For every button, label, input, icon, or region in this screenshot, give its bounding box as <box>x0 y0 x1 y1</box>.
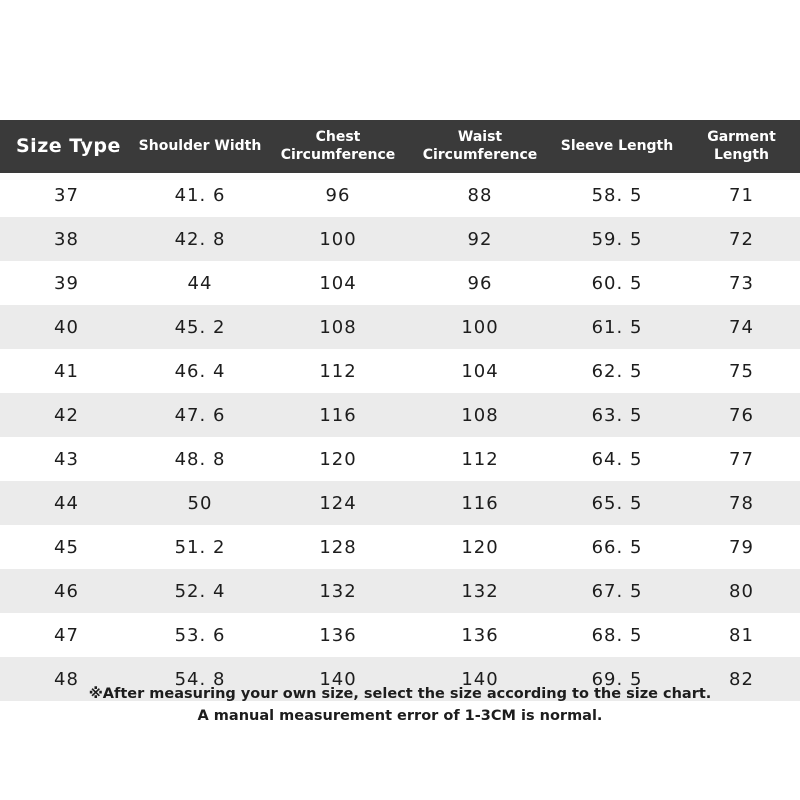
cell-waist-circumference: 116 <box>409 481 551 525</box>
header-cell-shoulder-width: Shoulder Width <box>133 120 267 173</box>
table-row <box>0 261 800 305</box>
table-row <box>0 217 800 261</box>
header-chest-line2: Circumference <box>280 146 396 163</box>
cell-size-type: 40 <box>0 305 133 349</box>
cell-size-type: 44 <box>0 481 133 525</box>
note-line-1: ※After measuring your own size, select the size according to the size chart. <box>88 686 712 702</box>
cell-sleeve-length: 65. 5 <box>551 481 683 525</box>
cell-garment-length: 72 <box>683 217 800 261</box>
header-cell-size-type: Size Type <box>0 120 133 173</box>
cell-chest-circumference: 128 <box>267 525 409 569</box>
cell-waist-circumference: 88 <box>409 173 551 217</box>
cell-chest-circumference: 112 <box>267 349 409 393</box>
table-row <box>0 173 800 217</box>
header-cell-chest-circumference <box>267 120 409 173</box>
cell-sleeve-length: 63. 5 <box>551 393 683 437</box>
cell-waist-circumference: 140 <box>409 657 551 701</box>
header-cell-sleeve-length: Sleeve Length <box>551 120 683 173</box>
cell-chest-circumference: 136 <box>267 613 409 657</box>
header-chest-line1: Chest <box>315 129 361 145</box>
cell-chest-circumference: 100 <box>267 217 409 261</box>
cell-shoulder-width: 44 <box>133 261 267 305</box>
cell-chest-circumference: 96 <box>267 173 409 217</box>
table-row <box>0 437 800 481</box>
header-row <box>0 120 800 173</box>
cell-garment-length: 82 <box>683 657 800 701</box>
cell-shoulder-width: 42. 8 <box>133 217 267 261</box>
note-line-2: A manual measurement error of 1-3CM is normal. <box>197 708 603 725</box>
header-cell-garment-length <box>683 120 800 173</box>
cell-shoulder-width: 53. 6 <box>133 613 267 657</box>
cell-shoulder-width: 46. 4 <box>133 349 267 393</box>
cell-sleeve-length: 67. 5 <box>551 569 683 613</box>
header-waist-line1: Waist <box>457 129 503 145</box>
cell-size-type: 42 <box>0 393 133 437</box>
cell-waist-circumference: 132 <box>409 569 551 613</box>
cell-garment-length: 75 <box>683 349 800 393</box>
cell-garment-length: 80 <box>683 569 800 613</box>
cell-size-type: 38 <box>0 217 133 261</box>
cell-chest-circumference: 116 <box>267 393 409 437</box>
cell-waist-circumference: 136 <box>409 613 551 657</box>
measurement-notes <box>0 683 800 728</box>
cell-chest-circumference: 132 <box>267 569 409 613</box>
table-row <box>0 393 800 437</box>
cell-size-type: 37 <box>0 173 133 217</box>
cell-garment-length: 73 <box>683 261 800 305</box>
cell-chest-circumference: 108 <box>267 305 409 349</box>
cell-sleeve-length: 61. 5 <box>551 305 683 349</box>
cell-shoulder-width: 51. 2 <box>133 525 267 569</box>
cell-size-type: 41 <box>0 349 133 393</box>
cell-shoulder-width: 50 <box>133 481 267 525</box>
cell-shoulder-width: 41. 6 <box>133 173 267 217</box>
header-garment-line1: Garment <box>707 129 776 145</box>
cell-garment-length: 74 <box>683 305 800 349</box>
cell-size-type: 39 <box>0 261 133 305</box>
cell-garment-length: 79 <box>683 525 800 569</box>
cell-sleeve-length: 62. 5 <box>551 349 683 393</box>
cell-size-type: 45 <box>0 525 133 569</box>
cell-waist-circumference: 104 <box>409 349 551 393</box>
cell-chest-circumference: 120 <box>267 437 409 481</box>
cell-shoulder-width: 47. 6 <box>133 393 267 437</box>
cell-chest-circumference: 140 <box>267 657 409 701</box>
header-waist-line2: Circumference <box>422 146 538 163</box>
cell-sleeve-length: 59. 5 <box>551 217 683 261</box>
cell-sleeve-length: 58. 5 <box>551 173 683 217</box>
cell-sleeve-length: 60. 5 <box>551 261 683 305</box>
table-row <box>0 569 800 613</box>
cell-sleeve-length: 69. 5 <box>551 657 683 701</box>
cell-garment-length: 71 <box>683 173 800 217</box>
cell-shoulder-width: 52. 4 <box>133 569 267 613</box>
cell-size-type: 46 <box>0 569 133 613</box>
table-row <box>0 349 800 393</box>
table-header <box>0 120 800 173</box>
cell-size-type: 43 <box>0 437 133 481</box>
cell-sleeve-length: 68. 5 <box>551 613 683 657</box>
table-row <box>0 613 800 657</box>
cell-waist-circumference: 120 <box>409 525 551 569</box>
cell-garment-length: 78 <box>683 481 800 525</box>
size-chart-container <box>0 120 800 701</box>
table-row <box>0 481 800 525</box>
table-row <box>0 525 800 569</box>
table-body <box>0 173 800 701</box>
cell-garment-length: 76 <box>683 393 800 437</box>
cell-shoulder-width: 54. 8 <box>133 657 267 701</box>
cell-waist-circumference: 108 <box>409 393 551 437</box>
cell-sleeve-length: 66. 5 <box>551 525 683 569</box>
cell-chest-circumference: 104 <box>267 261 409 305</box>
cell-garment-length: 77 <box>683 437 800 481</box>
cell-garment-length: 81 <box>683 613 800 657</box>
cell-waist-circumference: 100 <box>409 305 551 349</box>
cell-shoulder-width: 48. 8 <box>133 437 267 481</box>
header-cell-waist-circumference <box>409 120 551 173</box>
cell-size-type: 48 <box>0 657 133 701</box>
cell-shoulder-width: 45. 2 <box>133 305 267 349</box>
size-chart-table <box>0 120 800 701</box>
header-garment-line2: Length <box>713 146 770 163</box>
cell-sleeve-length: 64. 5 <box>551 437 683 481</box>
cell-chest-circumference: 124 <box>267 481 409 525</box>
table-row <box>0 305 800 349</box>
cell-waist-circumference: 112 <box>409 437 551 481</box>
cell-waist-circumference: 96 <box>409 261 551 305</box>
cell-size-type: 47 <box>0 613 133 657</box>
cell-waist-circumference: 92 <box>409 217 551 261</box>
